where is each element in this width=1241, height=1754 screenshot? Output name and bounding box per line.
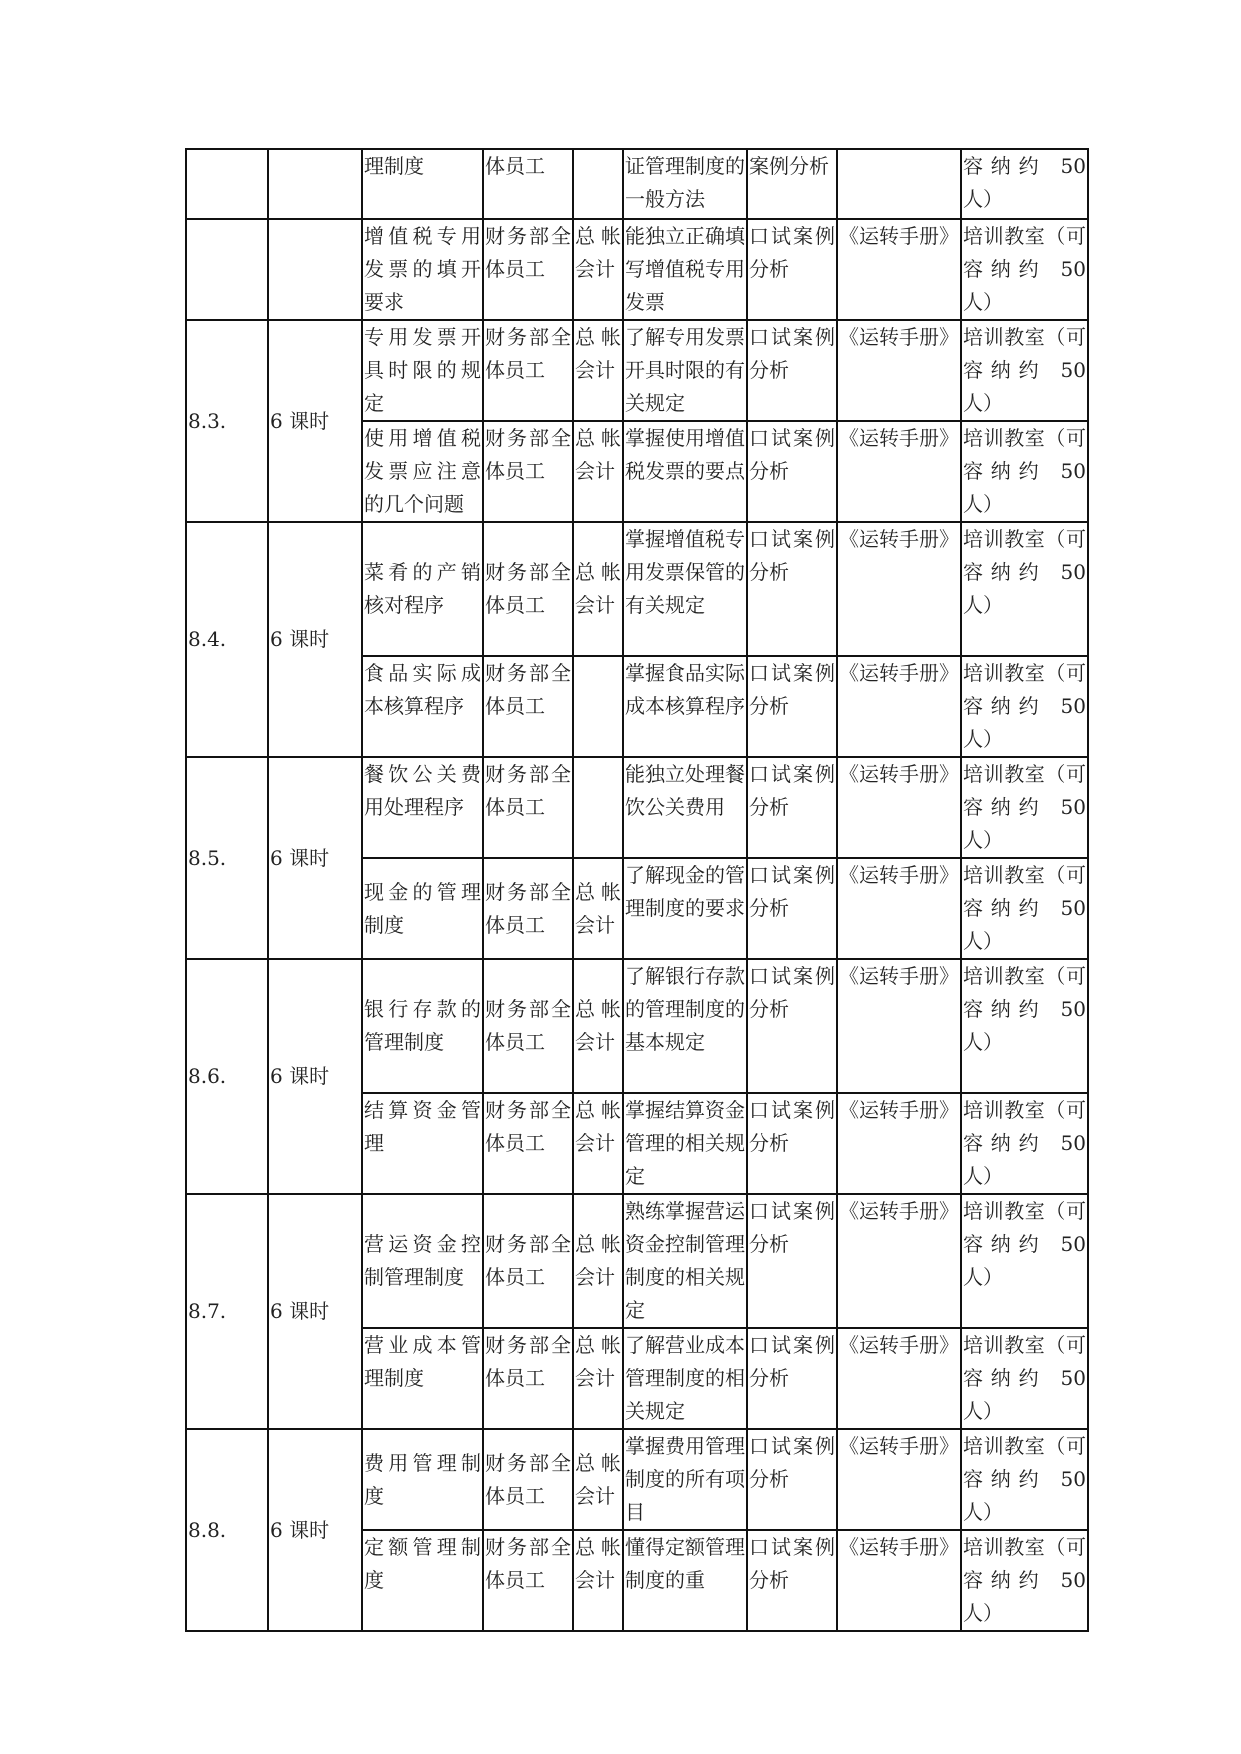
audience-cell: 财务部全体员工	[483, 1093, 573, 1194]
objective-cell: 了解银行存款的管理制度的基本规定	[623, 959, 747, 1093]
venue-cell: 培训教室（可容纳约 50 人）	[961, 858, 1088, 959]
instructor-cell: 总帐会计	[573, 1328, 623, 1429]
audience-cell: 财务部全体员工	[483, 1328, 573, 1429]
venue-cell: 容纳约 50 人）	[961, 149, 1088, 219]
instructor-cell: 总帐会计	[573, 1194, 623, 1328]
material-cell: 《运转手册》	[837, 858, 961, 959]
objective-cell: 了解专用发票开具时限的有关规定	[623, 320, 747, 421]
objective-cell: 能独立处理餐饮公关费用	[623, 757, 747, 858]
method-cell: 口试案例分析	[747, 219, 837, 320]
instructor-cell: 总帐会计	[573, 858, 623, 959]
method-cell: 口试案例分析	[747, 522, 837, 656]
audience-cell: 财务部全体员工	[483, 757, 573, 858]
objective-cell: 能独立正确填写增值税专用发票	[623, 219, 747, 320]
table-row	[186, 1194, 1088, 1328]
objective-cell: 掌握费用管理制度的所有项目	[623, 1429, 747, 1530]
material-cell: 《运转手册》	[837, 1093, 961, 1194]
material-cell: 《运转手册》	[837, 1530, 961, 1631]
section-number-cell: 8.3.	[186, 320, 268, 522]
method-cell: 口试案例分析	[747, 320, 837, 421]
objective-cell: 掌握结算资金管理的相关规定	[623, 1093, 747, 1194]
topic-cell: 费用管理制度	[362, 1429, 483, 1530]
topic-cell: 食品实际成本核算程序	[362, 656, 483, 757]
instructor-cell	[573, 757, 623, 858]
instructor-cell: 总帐会计	[573, 421, 623, 522]
method-cell: 口试案例分析	[747, 1530, 837, 1631]
section-hours-cell	[268, 149, 362, 219]
method-cell: 口试案例分析	[747, 858, 837, 959]
method-cell: 口试案例分析	[747, 1194, 837, 1328]
venue-cell: 培训教室（可容纳约 50 人）	[961, 1530, 1088, 1631]
table-body	[186, 149, 1088, 1631]
venue-cell: 培训教室（可容纳约 50 人）	[961, 1194, 1088, 1328]
section-hours-cell	[268, 219, 362, 320]
venue-cell: 培训教室（可容纳约 50 人）	[961, 1093, 1088, 1194]
topic-cell: 餐饮公关费用处理程序	[362, 757, 483, 858]
audience-cell: 财务部全体员工	[483, 1194, 573, 1328]
training-schedule-table	[185, 148, 1089, 1632]
method-cell: 口试案例分析	[747, 1328, 837, 1429]
table-row	[186, 757, 1088, 858]
instructor-cell: 总帐会计	[573, 1093, 623, 1194]
method-cell: 口试案例分析	[747, 1429, 837, 1530]
instructor-cell: 总帐会计	[573, 320, 623, 421]
venue-cell: 培训教室（可容纳约 50 人）	[961, 421, 1088, 522]
instructor-cell: 总帐会计	[573, 1429, 623, 1530]
material-cell: 《运转手册》	[837, 656, 961, 757]
topic-cell: 定额管理制度	[362, 1530, 483, 1631]
section-hours-cell: 6 课时	[268, 522, 362, 757]
objective-cell: 掌握使用增值税发票的要点	[623, 421, 747, 522]
audience-cell: 财务部全体员工	[483, 320, 573, 421]
audience-cell: 财务部全体员工	[483, 522, 573, 656]
objective-cell: 了解现金的管理制度的要求	[623, 858, 747, 959]
venue-cell: 培训教室（可容纳约 50 人）	[961, 656, 1088, 757]
instructor-cell	[573, 149, 623, 219]
topic-cell: 增值税专用发票的填开要求	[362, 219, 483, 320]
material-cell: 《运转手册》	[837, 959, 961, 1093]
topic-cell: 结算资金管理	[362, 1093, 483, 1194]
method-cell: 口试案例分析	[747, 421, 837, 522]
table-row	[186, 320, 1088, 421]
venue-cell: 培训教室（可容纳约 50 人）	[961, 959, 1088, 1093]
objective-cell: 掌握增值税专用发票保管的有关规定	[623, 522, 747, 656]
venue-cell: 培训教室（可容纳约 50 人）	[961, 320, 1088, 421]
section-number-cell	[186, 149, 268, 219]
section-number-cell	[186, 219, 268, 320]
topic-cell: 银行存款的管理制度	[362, 959, 483, 1093]
section-number-cell: 8.6.	[186, 959, 268, 1194]
topic-cell: 菜肴的产销核对程序	[362, 522, 483, 656]
instructor-cell: 总帐会计	[573, 219, 623, 320]
section-number-cell: 8.4.	[186, 522, 268, 757]
table-row	[186, 149, 1088, 219]
objective-cell: 懂得定额管理制度的重	[623, 1530, 747, 1631]
audience-cell: 财务部全体员工	[483, 959, 573, 1093]
audience-cell: 财务部全体员工	[483, 858, 573, 959]
section-hours-cell: 6 课时	[268, 320, 362, 522]
section-hours-cell: 6 课时	[268, 757, 362, 959]
venue-cell: 培训教室（可容纳约 50 人）	[961, 522, 1088, 656]
table-row	[186, 219, 1088, 320]
section-hours-cell: 6 课时	[268, 1429, 362, 1631]
material-cell: 《运转手册》	[837, 219, 961, 320]
objective-cell: 掌握食品实际成本核算程序	[623, 656, 747, 757]
material-cell: 《运转手册》	[837, 1194, 961, 1328]
instructor-cell	[573, 656, 623, 757]
material-cell: 《运转手册》	[837, 421, 961, 522]
material-cell: 《运转手册》	[837, 320, 961, 421]
method-cell: 口试案例分析	[747, 656, 837, 757]
objective-cell: 了解营业成本管理制度的相关规定	[623, 1328, 747, 1429]
topic-cell: 营运资金控制管理制度	[362, 1194, 483, 1328]
material-cell	[837, 149, 961, 219]
table-row	[186, 522, 1088, 656]
audience-cell: 体员工	[483, 149, 573, 219]
topic-cell: 现金的管理制度	[362, 858, 483, 959]
instructor-cell: 总帐会计	[573, 522, 623, 656]
section-number-cell: 8.7.	[186, 1194, 268, 1429]
method-cell: 口试案例分析	[747, 1093, 837, 1194]
objective-cell: 证管理制度的一般方法	[623, 149, 747, 219]
audience-cell: 财务部全体员工	[483, 656, 573, 757]
section-hours-cell: 6 课时	[268, 1194, 362, 1429]
section-number-cell: 8.8.	[186, 1429, 268, 1631]
topic-cell: 专用发票开具时限的规定	[362, 320, 483, 421]
section-number-cell: 8.5.	[186, 757, 268, 959]
venue-cell: 培训教室（可容纳约 50 人）	[961, 1429, 1088, 1530]
section-hours-cell: 6 课时	[268, 959, 362, 1194]
table-row	[186, 1429, 1088, 1530]
material-cell: 《运转手册》	[837, 1328, 961, 1429]
method-cell: 口试案例分析	[747, 757, 837, 858]
audience-cell: 财务部全体员工	[483, 1429, 573, 1530]
material-cell: 《运转手册》	[837, 522, 961, 656]
method-cell: 口试案例分析	[747, 959, 837, 1093]
objective-cell: 熟练掌握营运资金控制管理制度的相关规定	[623, 1194, 747, 1328]
material-cell: 《运转手册》	[837, 1429, 961, 1530]
venue-cell: 培训教室（可容纳约 50 人）	[961, 757, 1088, 858]
topic-cell: 使用增值税发票应注意的几个问题	[362, 421, 483, 522]
topic-cell: 理制度	[362, 149, 483, 219]
venue-cell: 培训教室（可容纳约 50 人）	[961, 219, 1088, 320]
table-row	[186, 959, 1088, 1093]
method-cell: 案例分析	[747, 149, 837, 219]
topic-cell: 营业成本管理制度	[362, 1328, 483, 1429]
audience-cell: 财务部全体员工	[483, 219, 573, 320]
instructor-cell: 总帐会计	[573, 1530, 623, 1631]
material-cell: 《运转手册》	[837, 757, 961, 858]
venue-cell: 培训教室（可容纳约 50 人）	[961, 1328, 1088, 1429]
audience-cell: 财务部全体员工	[483, 421, 573, 522]
audience-cell: 财务部全体员工	[483, 1530, 573, 1631]
instructor-cell: 总帐会计	[573, 959, 623, 1093]
